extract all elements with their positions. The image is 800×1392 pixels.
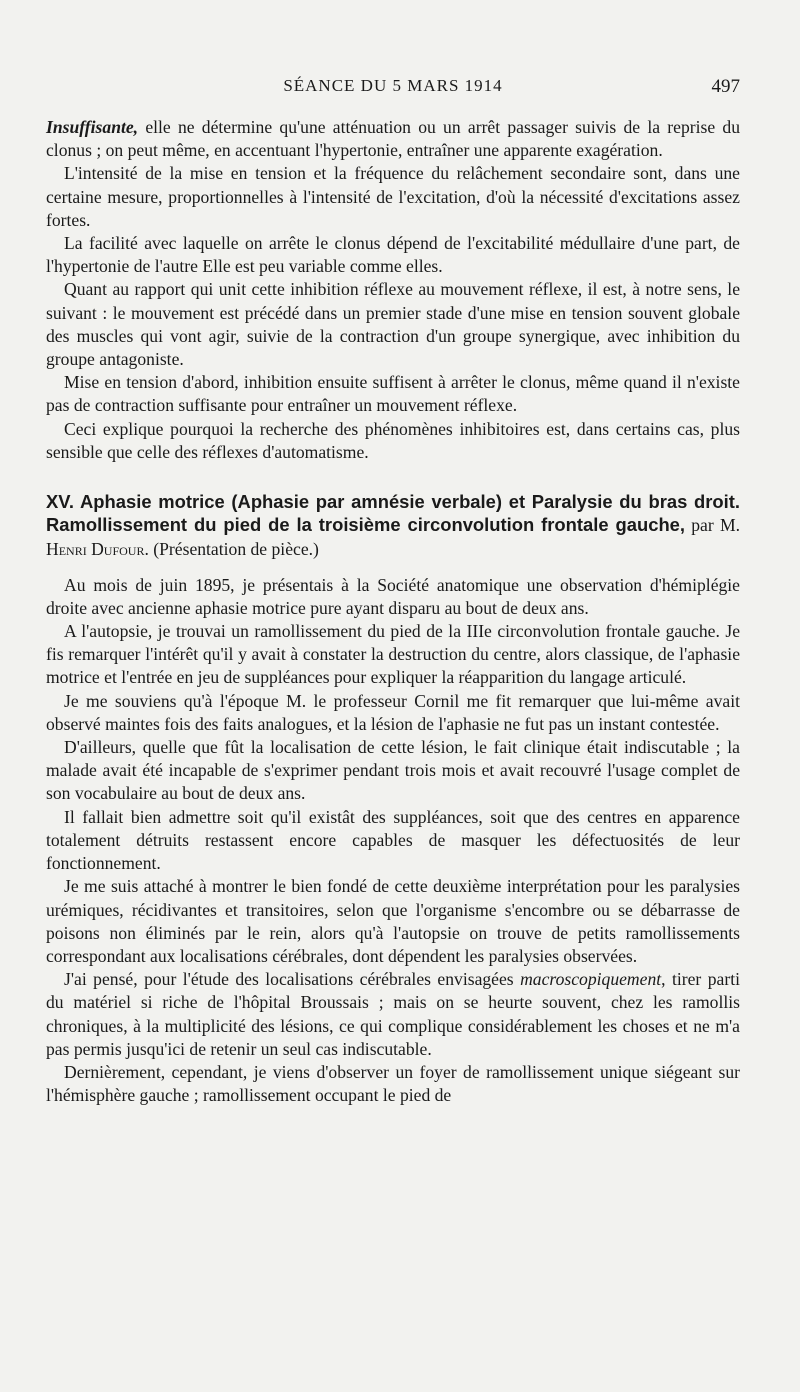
section-paragraph-7 [46, 968, 740, 1061]
section-heading [46, 490, 740, 562]
page-header [46, 76, 740, 102]
section-number: XV. [46, 491, 74, 513]
paragraph-text: , tirer parti du matériel si riche de l'hôpital Broussais ; mais on se heurte souvent, chez les ramollis chroniques, à la multiplicité des lésions, ce qui complique considérablement les choses et ne m'a pas permis jusqu'ici de retenir un seul cas indiscutable. [46, 969, 740, 1059]
paragraph-1 [46, 116, 740, 162]
paragraph-2: L'intensité de la mise en tension et la fréquence du relâchement secondaire sont, dans une certaine mesure, proportionnelles à l'intensité de l'excitation, d'où la nécessité d'excitations assez fortes. [46, 163, 740, 230]
page-number: 497 [711, 76, 740, 97]
section-paragraph-8: Dernièrement, cependant, je viens d'observer un foyer de ramollissement unique siégeant sur l'hémisphère gauche ; ramollissement occupant le pied de [46, 1061, 740, 1106]
body-text [46, 116, 740, 1107]
author-prefix: par M. [685, 515, 740, 536]
author-name: Henri Dufour [46, 539, 145, 560]
section-paragraph-2: A l'autopsie, je trouvai un ramollissement du pied de la IIIe circonvolution frontale gauche. Je fis remarquer l'intérêt qu'il y avait à constater la destruction du centre, alors classique, de l'aphasie motrice et l'entrée en jeu de suppléances pour expliquer la réapparition du langage articulé. [46, 621, 740, 688]
section-paragraph-5: Il fallait bien admettre soit qu'il existât des suppléances, soit que des centres en apparence totalement détruits restassent encore capables de masquer les défectuosités de leur fonctionnement. [46, 806, 740, 874]
paragraph-text: elle ne détermine qu'une atténuation ou un arrêt passager suivis de la reprise du clonus ; on peut même, en accentuant l'hypertonie, entraîner une apparente exagération. [46, 117, 740, 161]
author-suffix: . (Présentation de pièce.) [144, 539, 319, 560]
section-title: Aphasie motrice (Aphasie par amnésie verbale) et Paralysie du bras droit. Ramollissement du pied de la troisième circonvolution frontale gauche, [46, 491, 740, 536]
section-paragraph-3: Je me souviens qu'à l'époque M. le professeur Cornil me fit remarquer que lui-même avait observé maintes fois des faits analogues, et la lésion de l'aphasie ne fut pas un instant contestée. [46, 690, 740, 734]
paragraph-lead: Insuffisante, [46, 117, 139, 137]
paragraph-5: Mise en tension d'abord, inhibition ensuite suffisent à arrêter le clonus, même quand il n'existe pas de contraction suffisante pour entraîner un mouvement réflexe. [46, 372, 740, 416]
paragraph-3: La facilité avec laquelle on arrête le clonus dépend de l'excitabilité médullaire d'une part, de l'hypertonie de l'autre Elle est peu variable comme elles. [46, 233, 740, 277]
paragraph-pre: J'ai pensé, pour l'étude des localisations cérébrales envisagées [64, 969, 521, 990]
paragraph-4: Quant au rapport qui unit cette inhibition réflexe au mouvement réflexe, il est, à notre sens, le suivant : le mouvement est précédé dans un premier stade d'une mise en tension souvent globale des muscles qui vont agir, suivie de la contraction d'un groupe synergique, avec inhibition du groupe antagoniste. [46, 279, 740, 370]
spacer [46, 562, 740, 574]
section-paragraph-4: D'ailleurs, quelle que fût la localisation de cette lésion, le fait clinique était indiscutable ; la malade avait été incapable de s'exprimer pendant trois mois et avait recouvré l'usage complet de son vocabulaire au bout de deux ans. [46, 737, 740, 804]
paragraph-6: Ceci explique pourquoi la recherche des phénomènes inhibitoires est, dans certains cas, plus sensible que celle des réflexes d'automatisme. [46, 418, 740, 462]
running-title: SÉANCE DU 5 MARS 1914 [283, 76, 503, 95]
spacer [46, 464, 740, 490]
section-paragraph-6: Je me suis attaché à montrer le bien fondé de cette deuxième interprétation pour les paralysies urémiques, récidivantes et transitoires, selon que l'organisme s'encombre ou se débarrasse de poisons non éliminés par le rein, alors qu'à l'autopsie on trouve de petits ramollissements correspondant aux localisations cérébrales, dont dépendent les paralysies observées. [46, 876, 740, 966]
section-paragraph-1: Au mois de juin 1895, je présentais à la Société anatomique une observation d'hémiplégie droite avec ancienne aphasie motrice pure ayant disparu au bout de deux ans. [46, 574, 740, 618]
paragraph-emphasis: macroscopiquement [520, 969, 662, 990]
